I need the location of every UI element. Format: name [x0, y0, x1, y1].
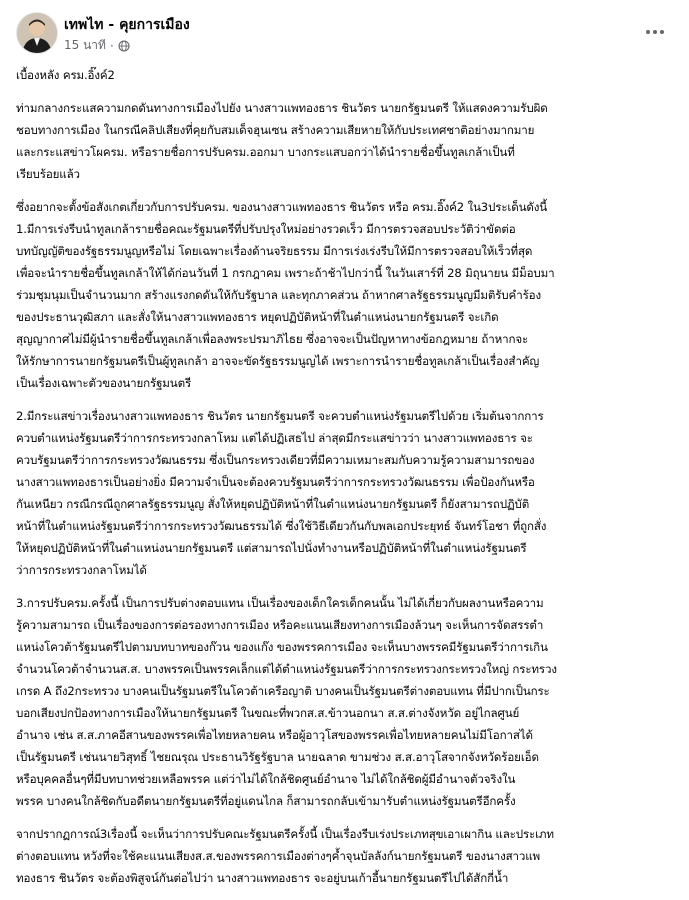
post-time[interactable]: 15 นาที: [64, 38, 106, 52]
post-title: เบื้องหลัง ครม.อิ๊งค์2: [16, 68, 115, 82]
post-paragraph: 3.การปรับครม.ครั้งนี้ เป็นการปรับต่างตอบแทน เป็นเรื่องของเด็กใครเด็กคนนั้น ไม่ได้เกี่ยวกับผลงานหรือความ รู้ความสามารถ เป็นเรื่องของการต่อรองทางการเมือง หรือคะแนนเสียงทางการเมืองล้วนๆ จะเห็นการจัดสรรตำ แหน่งโควต้ารัฐมนตรีไปตามบทบาทของก๊วน ของแก๊ง ของพรรคการเมือง จะเห็นบางพรรคมีรัฐมนตรีว่าการเกิน จำนวนโควต้าจำนวนส.ส. บางพรรคเป็นพรรคเล็กแต่ได้ตำแหน่งรัฐมนตรีว่าการกระทรวงกระทรวงใหญ่ กระทรวง เกรด A ถึง2กระทรวง บางคนเป็นรัฐมนตรีในโควต้าเครือญาติ บางคนเป็นรัฐมนตรีต่างตอบแทน ที่มีปากเป็นกระ บอกเสียงปกป้องทางการเมืองให้นายกรัฐมนตรี ในขณะที่พวกส.ส.ข้าวนอกนา ส.ส.ต่างจังหวัด อยู่ไกลศูนย์ อำนาจ เช่น ส.ส.ภาคอีสานของพรรคเพื่อไทยหลายคน หรือผู้อาวุโสของพรรคเพื่อไทยหลายคนไม่มีโอกาสได้ เป็นรัฐมนตรี เช่นนายวิสุทธิ์ ไชยณรุณ ประธานวิรัฐรัฐบาล นายฉลาด ขามช่วง ส.ส.อาวุโสจากจังหวัดร้อยเอ็ด หรือบุคคลอื่นๆที่มีบทบาทช่วยเหลือพรรค แต่ว่าไม่ได้ใกล้ชิดศูนย์อำนาจ ไม่ได้ใกล้ชิดผู้มีอำนาจตัวจริงใน พรรค บางคนใกล้ชิดกับอดีตนายกรัฐมนตรีที่อยู่แดนไกล ก็สามารถกลับเข้ามารับตำแหน่งรัฐมนตรีอีกครั้ง: [16, 596, 557, 808]
post-paragraph: ซึ่งอยากจะตั้งข้อสังเกตเกี่ยวกับการปรับครม. ของนางสาวแพทองธาร ชินวัตร หรือ ครม.อิ๊งค์2 ใน3ประเด็นดังนี้ 1.มีการเร่งรีบนำทูลเกล้ารายชื่อคณะรัฐมนตรีที่ปรับปรุงใหม่อย่างรวดเร็ว มีการตรวจสอบประวัติว่าขัดต่อ บทบัญญัติของรัฐธรรมนูญหรือไม่ โดยเฉพาะเรื่องด้านจริยธรรม มีการเร่งเร่งรีบให้มีการตรวจสอบให้เร็วที่สุด เพื่อจะนำรายชื่อขึ้นทูลเกล้าให้ได้ก่อนวันที่ 1 กรกฎาคม เพราะถ้าช้าไปกว่านี้ ในวันเสาร์ที่ 28 มิถุนายน มีม็อบมา ร่วมชุมนุมเป็นจำนวนมาก สร้างแรงกดดันให้กับรัฐบาล และทุกภาคส่วน ถ้าหากศาลรัฐธรรมนูญมีมติรับคำร้อง ของประธานวุฒิสภา และสั่งให้นางสาวแพทองธาร หยุดปฏิบัติหน้าที่ในตำแหน่งนายกรัฐมนตรี จะเกิด สุญญากาศไม่มีผู้นำรายชื่อขึ้นทูลเกล้าเพื่อลงพระปรมาภิไธย ซึ่งอาจจะเป็นปัญหาทางข้อกฎหมาย ถ้าหากจะ ให้รักษาการนายกรัฐมนตรีเป็นผู้ทูลเกล้า อาจจะขัดรัฐธรรมนูญได้ เพราะการนำรายชื่อทูลเกล้าเป็นเรื่องสำคัญ เป็นเรื่องเฉพาะตัวของนายกรัฐมนตรี: [16, 200, 555, 390]
author-name[interactable]: เทพไท - คุยการเมือง: [64, 17, 190, 33]
post-header: [16, 12, 673, 56]
post-paragraph: ท่ามกลางกระแสความกดดันทางการเมืองไปยัง นางสาวแพทองธาร ชินวัตร นายกรัฐมนตรี ให้แสดงความรับผิด ชอบทางการเมือง ในกรณีคลิปเสียงที่คุยกับสมเด็จฮุนเซน สร้างความเสียหายให้กับประเทศชาติอย่างมากมาย และกระแสข่าวโผครม. หรือรายชื่อการปรับครม.ออกมา บางกระแสบอกว่าได้นำรายชื่อขึ้นทูลเกล้าเป็นที่ เรียบร้อยแล้ว: [16, 101, 548, 181]
post-paragraph: 2.มีกระแสข่าวเรื่องนางสาวแพทองธาร ชินวัตร นายกรัฐมนตรี จะควบตำแหน่งรัฐมนตรีไปด้วย เริ่มต้นจากการ ควบตำแหน่งรัฐมนตรีว่าการกระทรวงกลาโหม แต่ได้ปฏิเสธไป ล่าสุดมีกระแสข่าวว่า นางสาวแพทองธาร จะ ควบรัฐมนตรีว่าการกระทรวงวัฒนธรรม ซึ่งเป็นกระทรวงเดียวที่มีความเหมาะสมกับความรู้ความสามารถของ นางสาวแพทองธารเป็นอย่างยิ่ง มีความจำเป็นจะต้องควบรัฐมนตรีว่าการกระทรวงวัฒนธรรม เพื่อป้องกันหรือ กันเหนียว กรณีกรณีถูกศาลรัฐธรรมนูญ สั่งให้หยุดปฏิบัติหน้าที่ในตำแหน่งนายกรัฐมนตรี ก็ยังสามารถปฏิบัติ หน้าที่ในตำแหน่งรัฐมนตรีว่าการกระทรวงวัฒนธรรมได้ ซึ่งใช้วิธีเดียวกันกับพลเอกประยุทธ์ จันทร์โอชา ที่ถูกสั่ง ให้หยุดปฏิบัติหน้าที่ในตำแหน่งนายกรัฐมนตรี แต่สามารถไปนั่งทำงานหรือปฏิบัติหน้าที่ในตำแหน่งรัฐมนตรี ว่าการกระทรวงกลาโหมได้: [16, 409, 547, 577]
avatar[interactable]: [16, 12, 58, 54]
avatar-image: [17, 13, 57, 53]
post-paragraph: จากปรากฏการณ์3เรื่องนี้ จะเห็นว่าการปรับคณะรัฐมนตรีครั้งนี้ เป็นเรื่องรีบเร่งประเภทสุขเอาเผากิน และประเภท ต่างตอบแทน หวังที่จะใช้คะแนนเสียงส.ส.ของพรรคการเมืองต่างๆค้ำจุนบัลลังก์นายกรัฐมนตรี ของนางสาวแพ ทองธาร ชินวัตร จะต้องพิสูจน์กันต่อไปว่า นางสาวแพทองธาร จะอยู่บนเก้าอี้นายกรัฐมนตรีไปได้สักกี่น้ำ: [16, 827, 554, 885]
post-meta: [64, 36, 130, 55]
more-options-icon[interactable]: [637, 18, 673, 46]
globe-icon: [118, 40, 130, 52]
post-body: [16, 64, 676, 900]
meta-separator: ·: [109, 38, 114, 53]
